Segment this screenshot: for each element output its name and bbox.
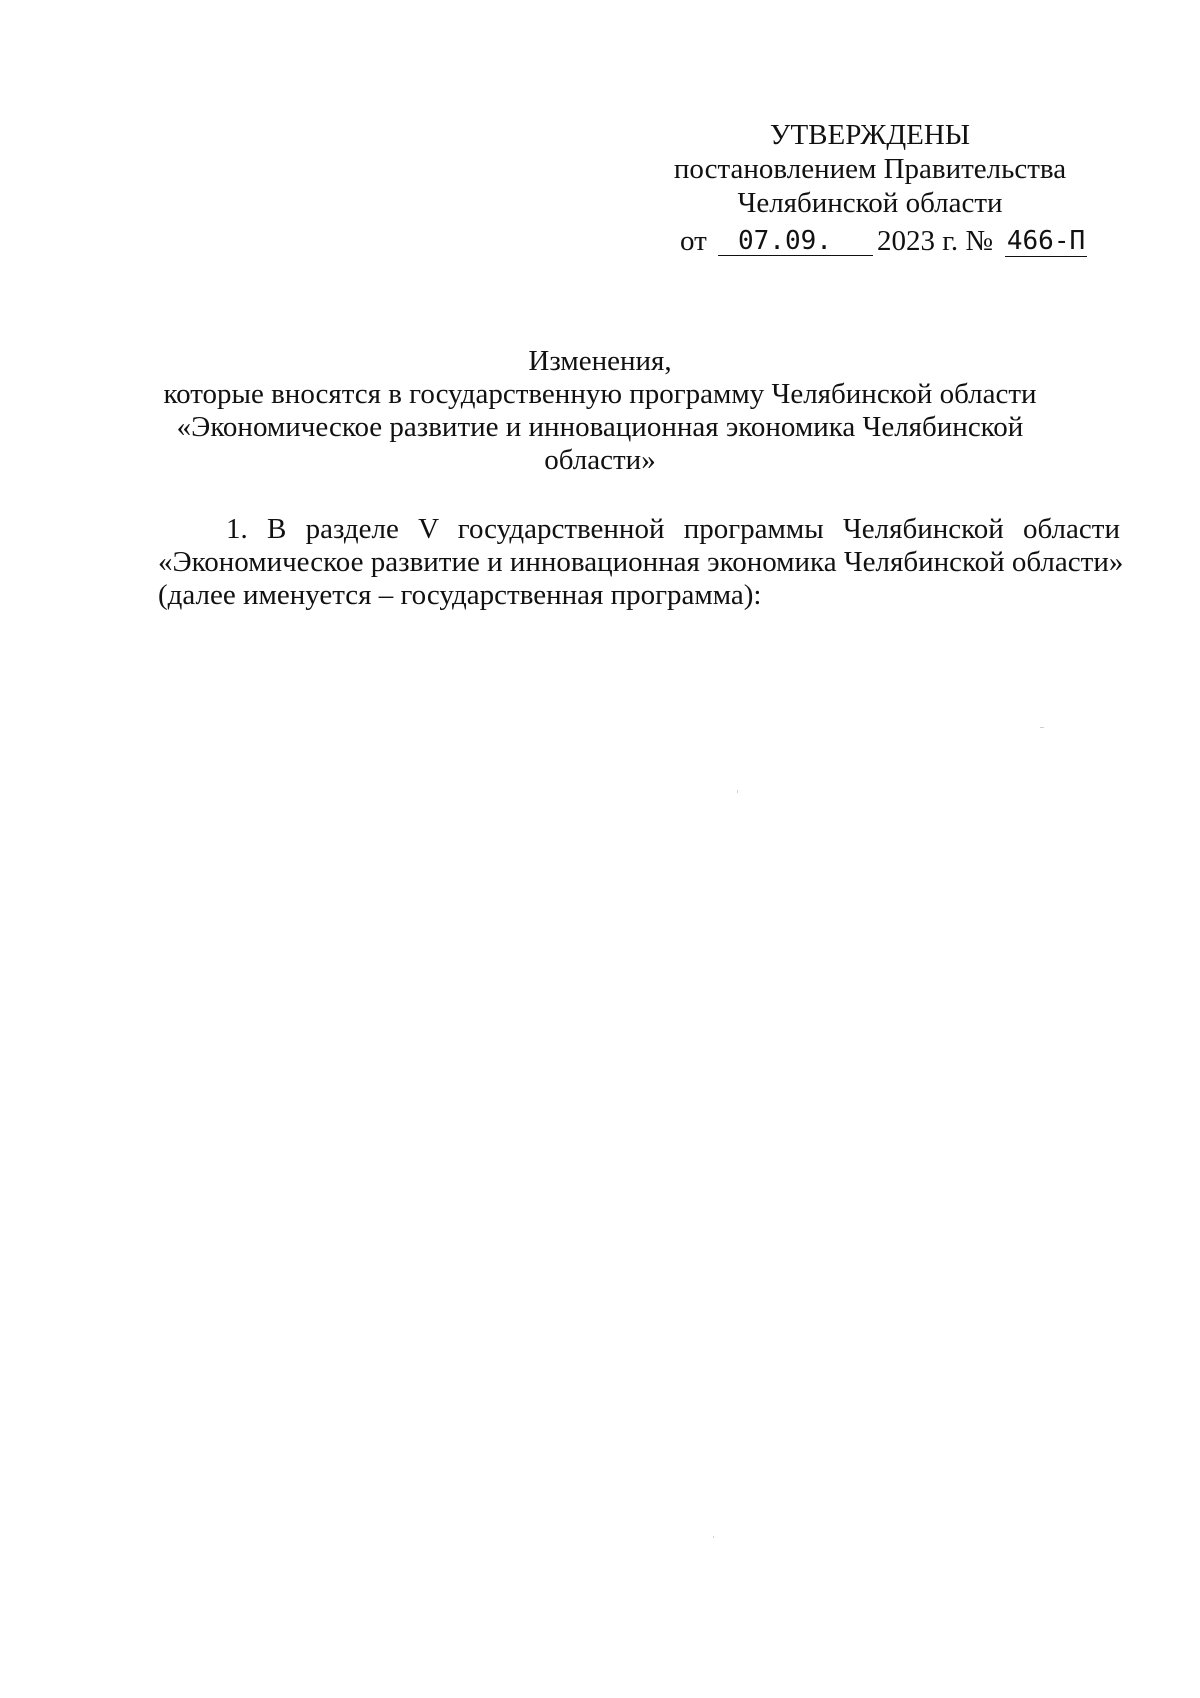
document-number-field: 466-П	[1006, 226, 1086, 256]
year-and-number-label: 2023 г. №	[877, 225, 994, 257]
title-line-program-name: «Экономическое развитие и инновационная экономика Челябинской области»	[176, 411, 1024, 476]
body-line-1: 1. В разделе V государственной программы Челябинской области	[226, 513, 1120, 545]
body-line-3: (далее именуется – государственная программа):	[158, 579, 762, 611]
title-line-changes: Изменения,	[528, 345, 672, 377]
date-field: 07.09.	[718, 224, 873, 256]
scan-speck	[737, 790, 738, 793]
scan-speck	[1040, 727, 1044, 728]
approval-date-line	[650, 224, 1090, 264]
body-paragraph	[158, 513, 1124, 612]
document-title	[120, 345, 1080, 477]
approval-stamp	[650, 118, 1090, 264]
body-line-2: «Экономическое развитие и инновационная экономика Челябинской области»	[158, 546, 1124, 578]
title-line-subject: которые вносятся в государственную программу Челябинской области	[163, 378, 1037, 410]
approval-line-region: Челябинской области	[737, 187, 1003, 219]
date-prefix: от	[680, 225, 707, 257]
approval-line-resolution: постановлением Правительства	[673, 153, 1067, 185]
scan-speck	[713, 1536, 714, 1538]
approval-heading: УТВЕРЖДЕНЫ	[769, 119, 971, 151]
